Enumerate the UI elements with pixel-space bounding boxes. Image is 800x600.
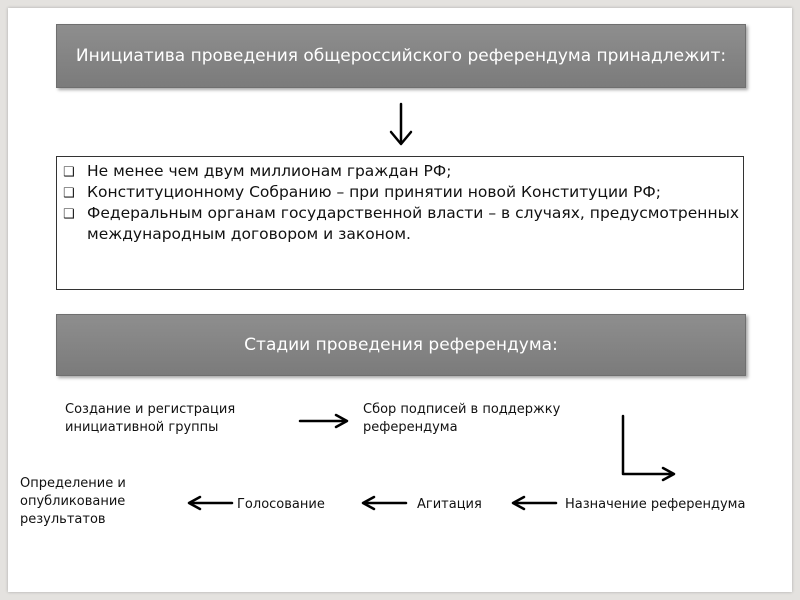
slide xyxy=(8,8,792,592)
left-arrow-icon xyxy=(363,497,406,509)
left-arrow-icon xyxy=(513,497,556,509)
stage-agitation: Агитация xyxy=(417,497,482,512)
stage-appointment: Назначение референдума xyxy=(565,497,746,512)
list-item-text: Федеральным органам государственной власти – в случаях, предусмотренных международным договором и законом. xyxy=(87,204,739,243)
stage-create-group: Создание и регистрация инициативной группы xyxy=(65,402,236,435)
stages-title: Стадии проведения референдума: xyxy=(244,335,558,355)
corner-arrow-icon xyxy=(623,416,674,480)
checkbox-bullet-icon: ❑ xyxy=(63,165,75,180)
list-item-text: Конституционному Собранию – при принятии новой Конституции РФ; xyxy=(87,183,661,201)
stage-collect-signatures: Сбор подписей в поддержку референдума xyxy=(363,402,561,435)
initiative-title: Инициатива проведения общероссийского референдума принадлежит: xyxy=(75,45,727,66)
left-arrow-icon xyxy=(189,497,232,509)
right-arrow-icon xyxy=(300,415,347,427)
down-arrow-icon xyxy=(391,104,411,144)
checkbox-bullet-icon: ❑ xyxy=(63,207,75,222)
checkbox-bullet-icon: ❑ xyxy=(63,186,75,201)
stage-voting: Голосование xyxy=(237,497,325,512)
stage-results: Определение и опубликование результатов xyxy=(20,476,126,527)
list-item-text: Не менее чем двум миллионам граждан РФ; xyxy=(87,162,452,180)
flow-arrows xyxy=(8,8,792,592)
